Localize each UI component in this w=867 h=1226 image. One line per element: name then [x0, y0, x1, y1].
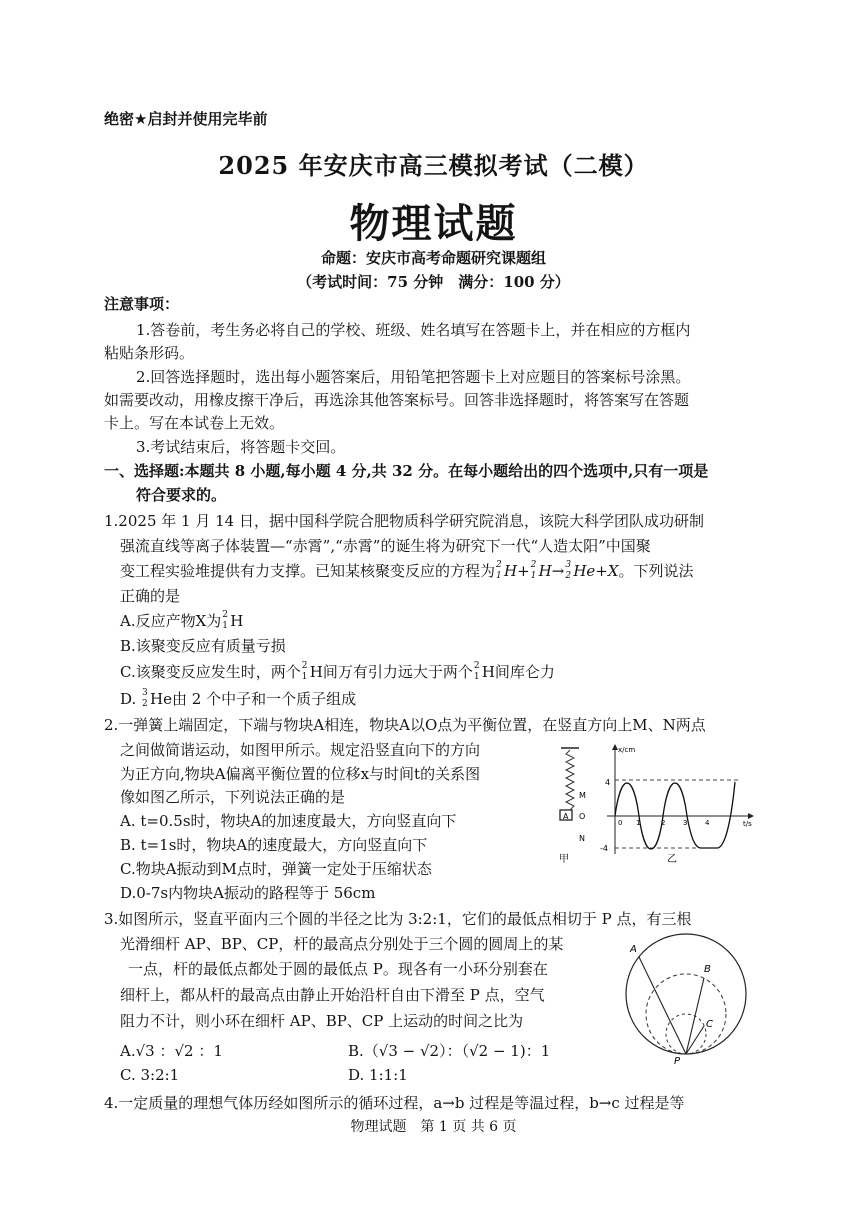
author-line: 命题：安庆市高考命题研究课题组 [320, 249, 546, 267]
q1-option-c: C.该聚变反应发生时，两个 2 1 H间万有引力远大于两个 2 1 H间库仑力 [120, 661, 555, 682]
q2-stem: 像如图乙所示，下列说法正确的是 [120, 788, 346, 806]
label-C: C [706, 1019, 713, 1030]
notice-heading: 注意事项： [104, 295, 180, 313]
middle-circle [646, 974, 726, 1054]
q2-option-d: D.0-7s内物块A振动的路程等于 56cm [120, 884, 376, 902]
q1-stem: 1.2025 年 1 月 14 日，据中国科学院合肥物质科学研究院消息，该院大科学团队成功研制 [104, 512, 704, 530]
notice-line: 3.考试结束后，将答题卡交回。 [136, 438, 346, 456]
exam-title: 2025 年安庆市高三模拟考试（二模） [218, 151, 649, 180]
notice-line: 卡上。写在本试卷上无效。 [104, 414, 285, 432]
tick-2: 2 [661, 819, 666, 827]
q1-stem: 变工程实验堆提供有力支撑。已知某核聚变反应的方程为 2 1 H+ 2 1 H→ 3 2 He+X。下列说法 [120, 560, 694, 581]
label-A: A [563, 812, 569, 821]
q3-option-c: C. 3:2:1 [120, 1066, 180, 1084]
q2-option-a: A. t=0.5s时，物块A的加速度最大，方向竖直向下 [120, 812, 457, 830]
label-N: N [579, 834, 585, 843]
rod-CP [686, 1026, 704, 1054]
small-circle [666, 1014, 706, 1054]
tick-1: 1 [636, 819, 641, 827]
notice-line: 如需要改动，用橡皮擦干净后，再选涂其他答案标号。回答非选择题时，将答案写在答题 [104, 391, 690, 409]
page-footer: 物理试题 第 1 页 共 6 页 [350, 1119, 517, 1135]
amp-neg-label: -4 [600, 844, 608, 853]
q3-stem: 光滑细杆 AP、BP、CP，杆的最高点分别处于三个圆的圆周上的某 [120, 935, 564, 953]
secret-label: 绝密★启封并使用完毕前 [104, 110, 268, 128]
tick-0: 0 [618, 819, 623, 827]
section-heading: 一、选择题:本题共 8 小题,每小题 4 分,共 32 分。在每小题给出的四个选项中,只有一项是 [104, 462, 709, 480]
section-heading-cont: 符合要求的。 [136, 486, 227, 504]
subject-title: 物理试题 [349, 201, 518, 247]
x-axis-label: t/s [743, 820, 752, 828]
tick-4: 4 [705, 819, 710, 827]
rod-BP [686, 978, 704, 1054]
q1-stem: 正确的是 [120, 587, 181, 605]
q2-stem: 之间做简谐运动，如图甲所示。规定沿竖直向下的方向 [120, 741, 481, 759]
q3-stem: 一点，杆的最低点都处于圆的最低点 P。现各有一小环分别套在 [128, 960, 548, 978]
q3-stem: 阻力不计，则小环在细杆 AP、BP、CP 上运动的时间之比为 [120, 1012, 524, 1030]
label-yi: 乙 [667, 854, 677, 865]
notice-line: 2.回答选择题时，选出每小题答案后，用铅笔把答题卡上对应题目的答案标号涂黑。 [136, 368, 691, 386]
q2-figure [555, 742, 770, 870]
q1-stem: 强流直线等离子体装置—“赤霄”,“赤霄”的诞生将为研究下一代“人造太阳”中国聚 [120, 537, 651, 555]
label-A: A [630, 944, 637, 955]
notice-line: 粘贴条形码。 [104, 344, 195, 362]
q3-stem: 细杆上，都从杆的最高点由静止开始沿杆自由下滑至 P 点，空气 [120, 986, 545, 1004]
q3-option-b: B.（√3 − √2）：（√2 − 1)：1 [348, 1042, 551, 1060]
q3-stem: 3.如图所示，竖直平面内三个圆的半径之比为 3:2:1，它们的最低点相切于 P 点，有三根 [104, 910, 692, 928]
label-jia: 甲 [559, 854, 569, 865]
label-B: B [704, 964, 711, 975]
notice-line: 1.答卷前，考生务必将自己的学校、班级、姓名填写在答题卡上，并在相应的方框内 [136, 321, 691, 339]
q1-option-d: D. 3 2 He由 2 个中子和一个质子组成 [120, 688, 357, 709]
x-t-graph [600, 744, 754, 865]
tick-3: 3 [683, 819, 688, 827]
q2-stem: 2.一弹簧上端固定，下端与物块A相连，物块A以O点为平衡位置，在竖直方向上M、N两点 [104, 716, 706, 734]
q2-stem: 为正方向,物块A偏离平衡位置的位移x与时间t的关系图 [120, 765, 481, 783]
spring-diagram [559, 748, 586, 865]
time-info: （考试时间：75 分钟 满分：100 分） [297, 273, 570, 291]
q2-option-c: C.物块A振动到M点时，弹簧一定处于压缩状态 [120, 860, 432, 878]
q3-option-a: A.√3 ：√2 ：1 [120, 1042, 223, 1060]
label-M: M [579, 791, 586, 800]
q1-option-b: B.该聚变反应有质量亏损 [120, 637, 286, 655]
q3-option-d: D. 1:1:1 [348, 1066, 408, 1084]
label-P: P [674, 1056, 681, 1066]
amp-pos-label: 4 [605, 778, 611, 787]
q3-figure [616, 930, 766, 1066]
label-O: O [579, 812, 586, 821]
large-circle [626, 934, 746, 1054]
q2-option-b: B. t=1s时，物块A的速度最大，方向竖直向下 [120, 836, 428, 854]
y-axis-label: x/cm [618, 746, 636, 754]
q1-option-a: A.反应产物X为 2 1 H [120, 610, 244, 631]
fusion-equation: 2 1 H+ 2 1 H→ 3 2 He+X [496, 560, 619, 581]
q4-stem: 4.一定质量的理想气体历经如图所示的循环过程，a→b 过程是等温过程，b→c 过程是等 [104, 1094, 685, 1112]
